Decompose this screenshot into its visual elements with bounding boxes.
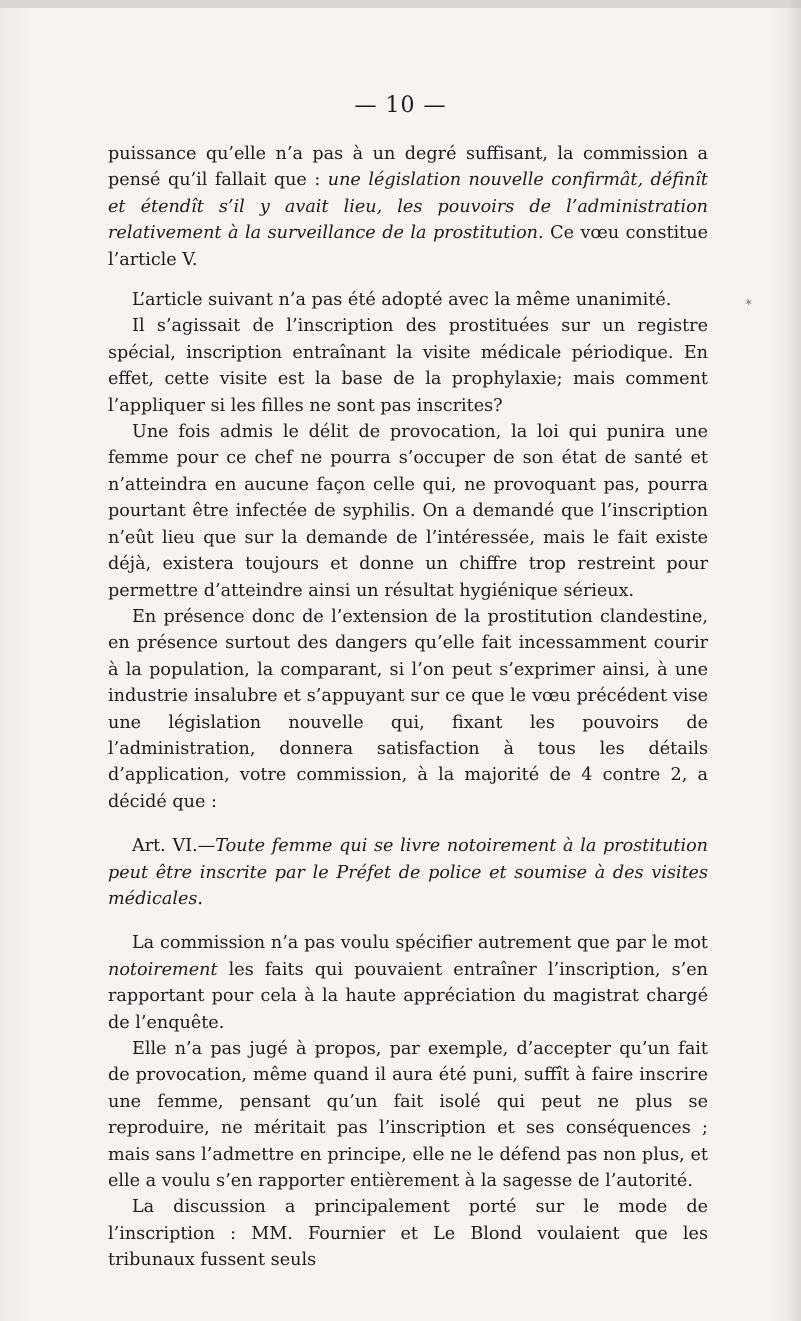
paragraph-6-italic: notoirement	[108, 959, 218, 980]
paragraph-1: puissance qu’elle n’a pas à un degré suffisant, la commission a pensé qu’il fallait que : une législation nouvelle confirmât, définît et étendît s’il y avait lieu, les pouvoirs de l’administration relativement à la surveillance de la prostitution. Ce vœu constitue l’article V.	[108, 144, 708, 270]
paragraph-6: La commission n’a pas voulu spécifier autrement que par le mot notoirement les faits qui pouvaient entraîner l’inscription, s’en rapportant pour cela à la haute appréciation du magistrat chargé de l’enquête.	[108, 933, 708, 1033]
paragraph-5: En présence donc de l’extension de la prostitution clandestine, en présence surtout des dangers qu’elle fait incessamment courir à la population, la comparant, si l’on peut s’exprimer ainsi, à une industrie insalubre et s’appuyant sur ce que le vœu précédent vise une législation nouvelle qui, fixant les pouvoirs de l’administration, donnera satisfaction à tous les détails d’application, votre commission, à la majorité de 4 contre 2, a décidé que :	[108, 606, 708, 812]
article-text: Toute femme qui se livre notoirement à la prostitution peut être inscrite par le Préfet de police et soumise à des visites médicales	[108, 836, 708, 909]
page-number: — 10 —	[354, 93, 447, 118]
article-vi: Art. VI.—Toute femme qui se livre notoirement à la prostitution peut être inscrite par le Préfet de police et soumise à des visites médicales.	[108, 836, 708, 909]
paragraph-2: L’article suivant n’a pas été adopté avec la même unanimité.	[132, 290, 672, 311]
page-right-shadow	[787, 0, 801, 1321]
margin-mark: ✶	[744, 296, 754, 309]
paragraph-4: Une fois admis le délit de provocation, la loi qui punira une femme pour ce chef ne pourra s’occuper de son état de santé et n’atteindra en aucune façon celle qui, ne provoquant pas, pourra pourtant être infectée de syphilis. On a demandé que l’inscription n’eût lieu que sur la demande de l’intéressée, mais le fait existe déjà, existera toujours et donne un chiffre trop restreint pour permettre d’atteindre ainsi un résultat hygiénique sérieux.	[108, 422, 708, 601]
paragraph-3: Il s’agissait de l’inscription des prostituées sur un registre spécial, inscription entraînant la visite médicale périodique. En effet, cette visite est la base de la prophylaxie; mais comment l’appliquer si les filles ne sont pas inscrites?	[108, 316, 708, 416]
paragraph-1-italic: une législation nouvelle confirmât, définît et étendît s’il y avait lieu, les pouvoirs de l’administration relativement à la surveillance de la prostitution.	[108, 170, 708, 244]
paragraph-8: La discussion a principalement porté sur le mode de l’inscription : MM. Fournier et Le Blond voulaient que les tribunaux fussent seuls	[108, 1197, 708, 1271]
body-text	[108, 141, 708, 1274]
paragraph-7: Elle n’a pas jugé à propos, par exemple, d’accepter qu’un fait de provocation, même quand il aura été puni, suffît à faire inscrire une femme, pensant qu’un fait isolé qui peut ne plus se reproduire, ne méritait pas l’inscription et ses conséquences ; mais sans l’admettre en principe, elle ne le défend pas non plus, et elle a voulu s’en rapporter entièrement à la sagesse de l’autorité.	[108, 1039, 708, 1192]
article-label: Art. VI.—	[132, 836, 216, 857]
page-top-edge	[0, 0, 801, 8]
